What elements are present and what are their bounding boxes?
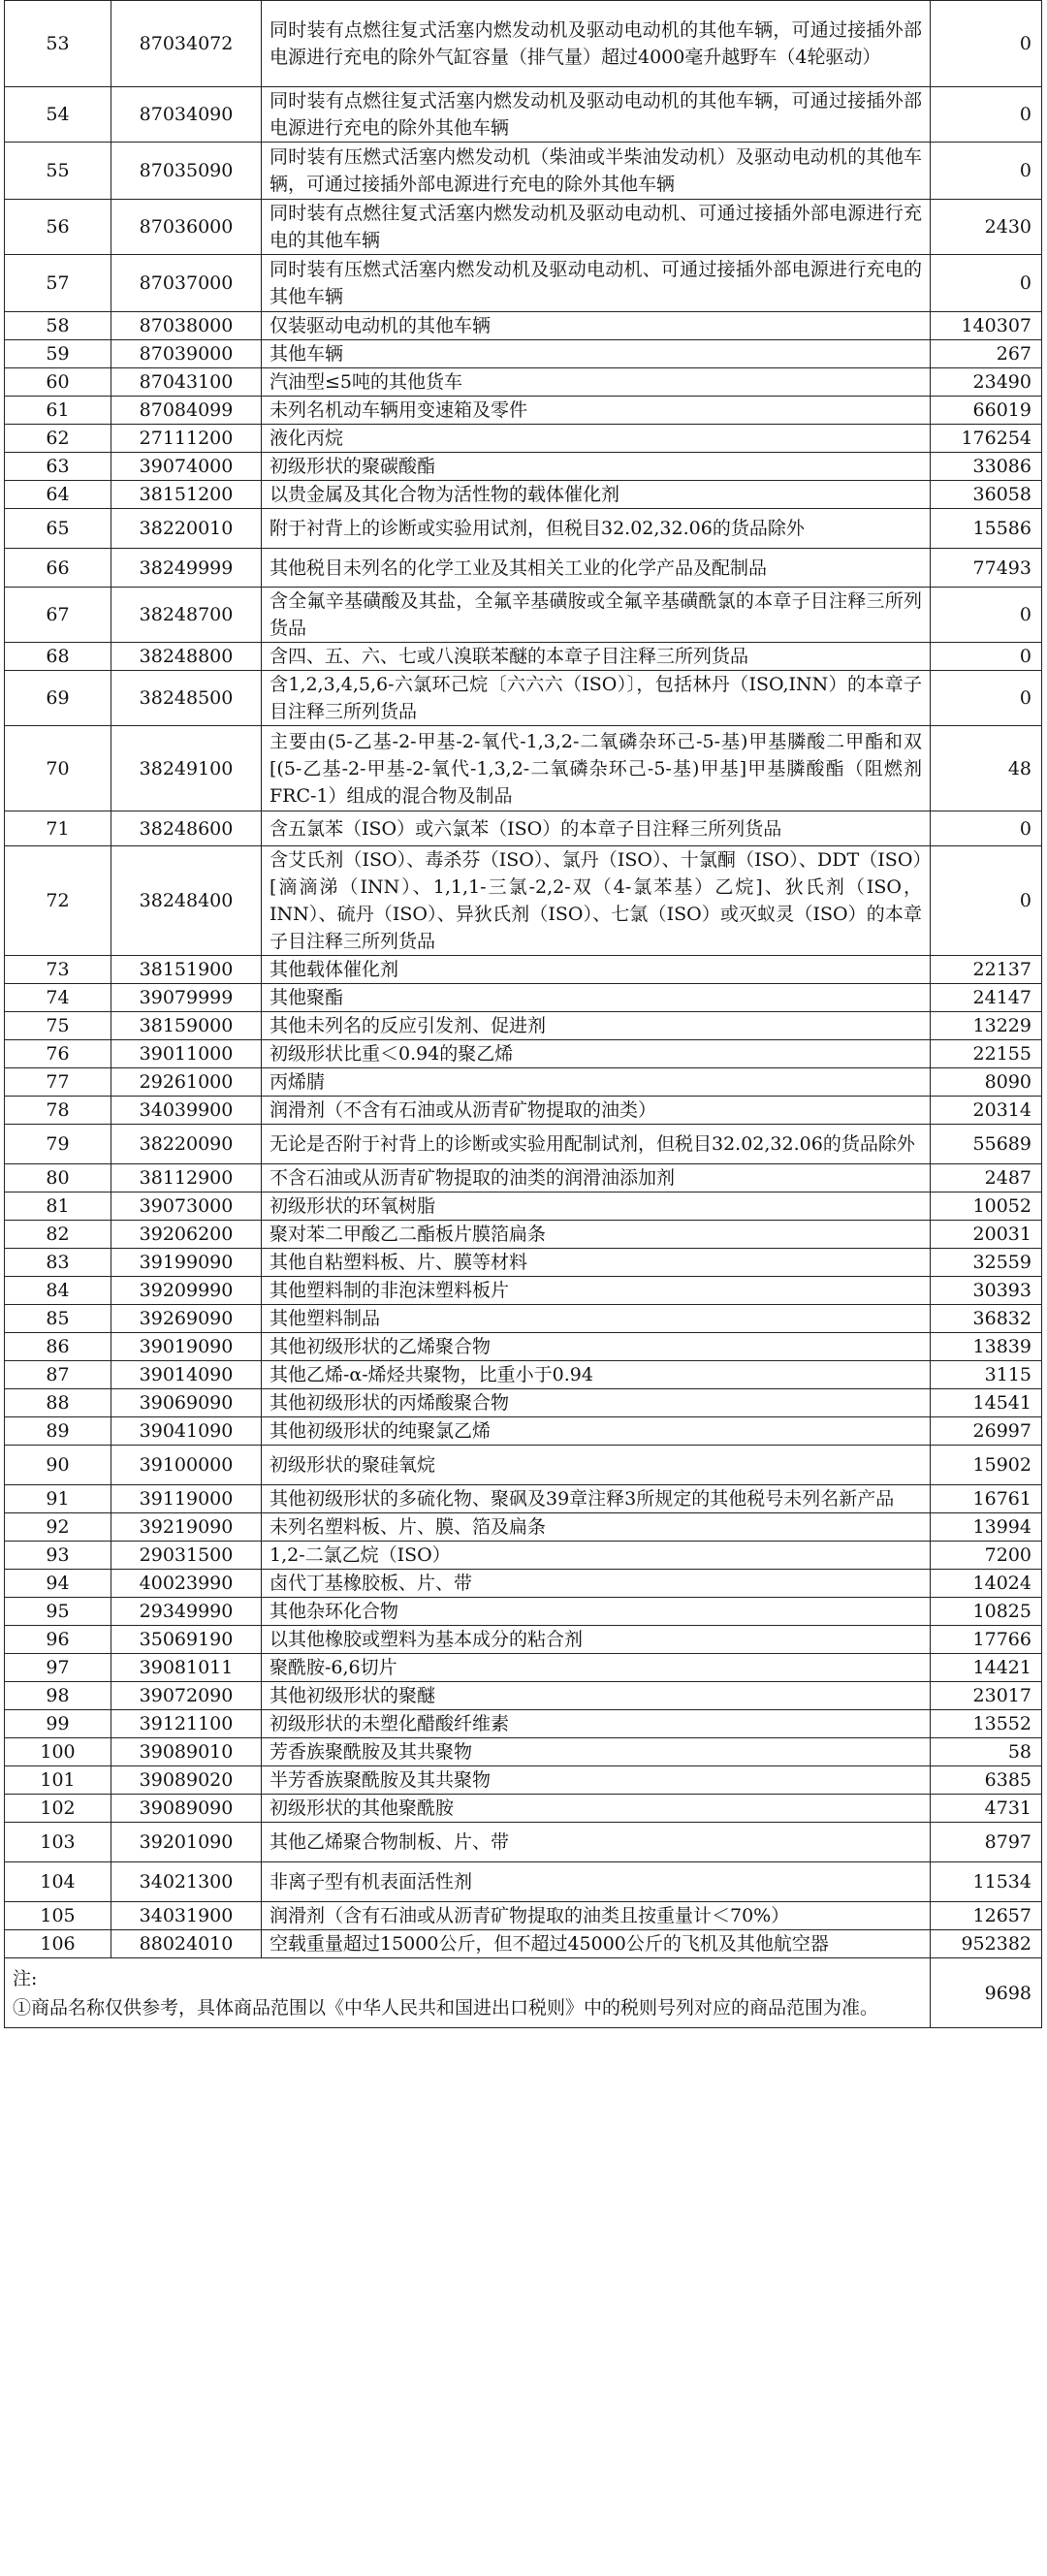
commodity-name: 液化丙烷 [262,425,931,453]
table-row [5,368,1042,397]
commodity-name: 无论是否附于衬背上的诊断或实验用配制试剂，但税目32.02,32.06的货品除外 [262,1125,931,1164]
commodity-name: 其他自粘塑料板、片、膜等材料 [262,1249,931,1277]
commodity-name: 润滑剂（不含有石油或从沥青矿物提取的油类） [262,1097,931,1125]
commodity-code: 29031500 [111,1542,262,1570]
row-number: 82 [5,1221,111,1249]
commodity-code: 40023990 [111,1570,262,1598]
commodity-name: 其他车辆 [262,340,931,368]
table-row [5,1902,1042,1930]
amount: 140307 [931,312,1042,340]
commodity-code: 38112900 [111,1164,262,1193]
commodity-code: 39121100 [111,1710,262,1738]
row-number: 74 [5,984,111,1012]
commodity-code: 38248700 [111,588,262,643]
table-row [5,1598,1042,1626]
table-row [5,255,1042,312]
table-row [5,453,1042,481]
amount: 10825 [931,1598,1042,1626]
table-row [5,425,1042,453]
table-row [5,1795,1042,1823]
commodity-code: 39100000 [111,1446,262,1485]
commodity-code: 34039900 [111,1097,262,1125]
commodity-code: 39199090 [111,1249,262,1277]
commodity-name: 卤代丁基橡胶板、片、带 [262,1570,931,1598]
commodity-name: 其他初级形状的乙烯聚合物 [262,1333,931,1361]
table-row [5,1040,1042,1068]
commodity-name: 未列名机动车辆用变速箱及零件 [262,397,931,425]
table-row [5,509,1042,549]
commodity-code: 39019090 [111,1333,262,1361]
commodity-code: 29261000 [111,1068,262,1097]
commodity-name: 其他初级形状的纯聚氯乙烯 [262,1417,931,1446]
row-number: 65 [5,509,111,549]
commodity-code: 88024010 [111,1930,262,1958]
commodity-name: 初级形状的聚硅氧烷 [262,1446,931,1485]
amount: 0 [931,1,1042,87]
commodity-name: 含四、五、六、七或八溴联苯醚的本章子目注释三所列货品 [262,643,931,671]
commodity-code: 87038000 [111,312,262,340]
table-row [5,1164,1042,1193]
amount: 11534 [931,1862,1042,1902]
table-row [5,1738,1042,1766]
note-text: ①商品名称仅供参考，具体商品范围以《中华人民共和国进出口税则》中的税则号列对应的商品范围为准。 [13,1996,879,2019]
amount: 267 [931,340,1042,368]
table-row [5,1012,1042,1040]
row-number: 96 [5,1626,111,1654]
table-row [5,1862,1042,1902]
commodity-code: 39269090 [111,1305,262,1333]
commodity-code: 38220010 [111,509,262,549]
row-number: 70 [5,726,111,811]
commodity-name: 其他初级形状的多硫化物、聚砜及39章注释3所规定的其他税号未列名新产品 [262,1485,931,1513]
note-amount: 9698 [931,1958,1042,2028]
commodity-code: 39011000 [111,1040,262,1068]
commodity-code: 38151900 [111,956,262,984]
table-row [5,956,1042,984]
commodity-code: 39041090 [111,1417,262,1446]
commodity-name: 初级形状的未塑化醋酸纤维素 [262,1710,931,1738]
commodity-name: 同时装有点燃往复式活塞内燃发动机及驱动电动机、可通过接插外部电源进行充电的其他车辆 [262,200,931,255]
table-row [5,397,1042,425]
amount: 176254 [931,425,1042,453]
row-number: 104 [5,1862,111,1902]
commodity-name: 同时装有压燃式活塞内燃发动机及驱动电动机、可通过接插外部电源进行充电的其他车辆 [262,255,931,312]
table-body [5,1,1042,1958]
commodity-code: 39074000 [111,453,262,481]
amount: 2487 [931,1164,1042,1193]
table-row [5,671,1042,726]
table-row [5,1249,1042,1277]
amount: 0 [931,643,1042,671]
commodity-code: 27111200 [111,425,262,453]
commodity-name: 含1,2,3,4,5,6-六氯环己烷〔六六六（ISO）〕，包括林丹（ISO,INN）的本章子目注释三所列货品 [262,671,931,726]
row-number: 83 [5,1249,111,1277]
row-number: 55 [5,143,111,200]
amount: 15902 [931,1446,1042,1485]
amount: 0 [931,846,1042,956]
amount: 0 [931,811,1042,846]
row-number: 71 [5,811,111,846]
commodity-code: 87034090 [111,87,262,143]
commodity-name: 其他塑料制的非泡沫塑料板片 [262,1277,931,1305]
table-row [5,1333,1042,1361]
amount: 55689 [931,1125,1042,1164]
amount: 13229 [931,1012,1042,1040]
amount: 952382 [931,1930,1042,1958]
amount: 15586 [931,509,1042,549]
table-row [5,1097,1042,1125]
commodity-code: 39219090 [111,1513,262,1542]
table-row [5,1626,1042,1654]
commodity-name: 其他税目未列名的化学工业及其相关工业的化学产品及配制品 [262,549,931,588]
amount: 0 [931,143,1042,200]
row-number: 95 [5,1598,111,1626]
commodity-code: 38220090 [111,1125,262,1164]
row-number: 61 [5,397,111,425]
commodity-name: 芳香族聚酰胺及其共聚物 [262,1738,931,1766]
commodity-code: 39089020 [111,1766,262,1795]
commodity-code: 87039000 [111,340,262,368]
commodity-name: 附于衬背上的诊断或实验用试剂，但税目32.02,32.06的货品除外 [262,509,931,549]
row-number: 66 [5,549,111,588]
commodity-code: 39209990 [111,1277,262,1305]
amount: 8797 [931,1823,1042,1862]
commodity-code: 39069090 [111,1389,262,1417]
table-row [5,1,1042,87]
row-number: 98 [5,1682,111,1710]
note-row [5,1958,1042,2028]
commodity-code: 39206200 [111,1221,262,1249]
amount: 7200 [931,1542,1042,1570]
commodity-name: 其他聚酯 [262,984,931,1012]
commodity-name: 润滑剂（含有石油或从沥青矿物提取的油类且按重量计＜70%） [262,1902,931,1930]
commodity-code: 34021300 [111,1862,262,1902]
commodity-code: 34031900 [111,1902,262,1930]
amount: 66019 [931,397,1042,425]
commodity-name: 以贵金属及其化合物为活性物的载体催化剂 [262,481,931,509]
row-number: 53 [5,1,111,87]
commodity-name: 汽油型≤5吨的其他货车 [262,368,931,397]
row-number: 97 [5,1654,111,1682]
amount: 36832 [931,1305,1042,1333]
commodity-code: 87084099 [111,397,262,425]
amount: 77493 [931,549,1042,588]
commodity-name: 半芳香族聚酰胺及其共聚物 [262,1766,931,1795]
table-row [5,1513,1042,1542]
tariff-table [4,0,1042,2028]
commodity-name: 1,2-二氯乙烷（ISO） [262,1542,931,1570]
row-number: 63 [5,453,111,481]
table-row [5,549,1042,588]
table-row [5,1125,1042,1164]
table-row [5,200,1042,255]
row-number: 90 [5,1446,111,1485]
table-row [5,87,1042,143]
row-number: 93 [5,1542,111,1570]
commodity-name: 初级形状的聚碳酸酯 [262,453,931,481]
amount: 58 [931,1738,1042,1766]
amount: 13552 [931,1710,1042,1738]
commodity-name: 初级形状的环氧树脂 [262,1193,931,1221]
amount: 10052 [931,1193,1042,1221]
table-row [5,846,1042,956]
table-row [5,1221,1042,1249]
amount: 13839 [931,1333,1042,1361]
table-row [5,481,1042,509]
amount: 3115 [931,1361,1042,1389]
amount: 23017 [931,1682,1042,1710]
row-number: 101 [5,1766,111,1795]
table-row [5,1930,1042,1958]
amount: 17766 [931,1626,1042,1654]
commodity-name: 同时装有点燃往复式活塞内燃发动机及驱动电动机的其他车辆，可通过接插外部电源进行充电的除外气缸容量（排气量）超过4000毫升越野车（4轮驱动） [262,1,931,87]
tariff-table-container [4,0,1041,2028]
row-number: 78 [5,1097,111,1125]
row-number: 92 [5,1513,111,1542]
commodity-code: 39081011 [111,1654,262,1682]
commodity-code: 39119000 [111,1485,262,1513]
commodity-name: 不含石油或从沥青矿物提取的油类的润滑油添加剂 [262,1164,931,1193]
commodity-name: 初级形状的其他聚酰胺 [262,1795,931,1823]
row-number: 80 [5,1164,111,1193]
amount: 20314 [931,1097,1042,1125]
row-number: 87 [5,1361,111,1389]
note-cell [5,1958,931,2028]
row-number: 68 [5,643,111,671]
commodity-code: 39201090 [111,1823,262,1862]
amount: 16761 [931,1485,1042,1513]
row-number: 67 [5,588,111,643]
commodity-name: 聚酰胺-6,6切片 [262,1654,931,1682]
commodity-code: 38248400 [111,846,262,956]
row-number: 57 [5,255,111,312]
commodity-code: 38249999 [111,549,262,588]
table-row [5,1766,1042,1795]
table-row [5,143,1042,200]
row-number: 84 [5,1277,111,1305]
row-number: 91 [5,1485,111,1513]
commodity-code: 39073000 [111,1193,262,1221]
commodity-code: 38159000 [111,1012,262,1040]
commodity-name: 其他初级形状的聚醚 [262,1682,931,1710]
table-row [5,340,1042,368]
amount: 24147 [931,984,1042,1012]
amount: 0 [931,87,1042,143]
amount: 6385 [931,1766,1042,1795]
amount: 14421 [931,1654,1042,1682]
amount: 14024 [931,1570,1042,1598]
commodity-name: 初级形状比重＜0.94的聚乙烯 [262,1040,931,1068]
table-row [5,1485,1042,1513]
row-number: 100 [5,1738,111,1766]
commodity-code: 38248800 [111,643,262,671]
amount: 4731 [931,1795,1042,1823]
amount: 14541 [931,1389,1042,1417]
commodity-code: 38151200 [111,481,262,509]
commodity-name: 其他载体催化剂 [262,956,931,984]
amount: 32559 [931,1249,1042,1277]
amount: 2430 [931,200,1042,255]
table-row [5,1305,1042,1333]
commodity-name: 聚对苯二甲酸乙二酯板片膜箔扁条 [262,1221,931,1249]
note-label: 注: [13,1967,38,1989]
amount: 0 [931,588,1042,643]
commodity-code: 87034072 [111,1,262,87]
row-number: 62 [5,425,111,453]
table-row [5,1277,1042,1305]
amount: 48 [931,726,1042,811]
amount: 20031 [931,1221,1042,1249]
table-row [5,1570,1042,1598]
row-number: 59 [5,340,111,368]
row-number: 106 [5,1930,111,1958]
row-number: 75 [5,1012,111,1040]
table-row [5,1654,1042,1682]
commodity-name: 含艾氏剂（ISO）、毒杀芬（ISO）、氯丹（ISO）、十氯酮（ISO）、DDT（ISO）[滴滴涕（INN）、1,1,1-三氯-2,2-双（4-氯苯基）乙烷]、狄氏剂（ISO，INN）、硫丹（ISO）、异狄氏剂（ISO）、七氯（ISO）或灭蚁灵（ISO）的本章子目注释三所列货品 [262,846,931,956]
commodity-code: 38248500 [111,671,262,726]
table-row [5,1417,1042,1446]
row-number: 81 [5,1193,111,1221]
row-number: 72 [5,846,111,956]
row-number: 56 [5,200,111,255]
amount: 12657 [931,1902,1042,1930]
commodity-code: 87036000 [111,200,262,255]
commodity-name: 其他杂环化合物 [262,1598,931,1626]
commodity-name: 其他初级形状的丙烯酸聚合物 [262,1389,931,1417]
commodity-name: 其他未列名的反应引发剂、促进剂 [262,1012,931,1040]
amount: 33086 [931,453,1042,481]
commodity-code: 39079999 [111,984,262,1012]
commodity-code: 39072090 [111,1682,262,1710]
amount: 22155 [931,1040,1042,1068]
table-row [5,1710,1042,1738]
table-row [5,984,1042,1012]
commodity-name: 丙烯腈 [262,1068,931,1097]
row-number: 64 [5,481,111,509]
amount: 8090 [931,1068,1042,1097]
row-number: 58 [5,312,111,340]
commodity-code: 29349990 [111,1598,262,1626]
table-row [5,1068,1042,1097]
commodity-name: 其他乙烯聚合物制板、片、带 [262,1823,931,1862]
commodity-name: 其他乙烯-α-烯烃共聚物，比重小于0.94 [262,1361,931,1389]
amount: 26997 [931,1417,1042,1446]
commodity-name: 空载重量超过15000公斤，但不超过45000公斤的飞机及其他航空器 [262,1930,931,1958]
row-number: 105 [5,1902,111,1930]
row-number: 79 [5,1125,111,1164]
commodity-name: 以其他橡胶或塑料为基本成分的粘合剂 [262,1626,931,1654]
row-number: 60 [5,368,111,397]
table-row [5,811,1042,846]
commodity-name: 含五氯苯（ISO）或六氯苯（ISO）的本章子目注释三所列货品 [262,811,931,846]
commodity-name: 同时装有点燃往复式活塞内燃发动机及驱动电动机的其他车辆，可通过接插外部电源进行充电的除外其他车辆 [262,87,931,143]
amount: 13994 [931,1513,1042,1542]
row-number: 103 [5,1823,111,1862]
commodity-code: 35069190 [111,1626,262,1654]
row-number: 86 [5,1333,111,1361]
row-number: 69 [5,671,111,726]
commodity-name: 含全氟辛基磺酸及其盐，全氟辛基磺胺或全氟辛基磺酰氯的本章子目注释三所列货品 [262,588,931,643]
row-number: 88 [5,1389,111,1417]
commodity-code: 38249100 [111,726,262,811]
table-row [5,1446,1042,1485]
table-row [5,1542,1042,1570]
amount: 22137 [931,956,1042,984]
commodity-name: 仅装驱动电动机的其他车辆 [262,312,931,340]
commodity-code: 39014090 [111,1361,262,1389]
table-row [5,1682,1042,1710]
table-row [5,1361,1042,1389]
table-row [5,1389,1042,1417]
table-row [5,643,1042,671]
amount: 36058 [931,481,1042,509]
table-row [5,312,1042,340]
row-number: 73 [5,956,111,984]
commodity-code: 39089010 [111,1738,262,1766]
commodity-code: 87043100 [111,368,262,397]
commodity-code: 87035090 [111,143,262,200]
table-row [5,588,1042,643]
commodity-code: 87037000 [111,255,262,312]
commodity-code: 39089090 [111,1795,262,1823]
amount: 0 [931,671,1042,726]
commodity-name: 同时装有压燃式活塞内燃发动机（柴油或半柴油发动机）及驱动电动机的其他车辆，可通过接插外部电源进行充电的除外其他车辆 [262,143,931,200]
row-number: 102 [5,1795,111,1823]
commodity-name: 其他塑料制品 [262,1305,931,1333]
table-row [5,726,1042,811]
table-row [5,1193,1042,1221]
row-number: 77 [5,1068,111,1097]
amount: 23490 [931,368,1042,397]
row-number: 85 [5,1305,111,1333]
commodity-name: 未列名塑料板、片、膜、箔及扁条 [262,1513,931,1542]
amount: 0 [931,255,1042,312]
commodity-code: 38248600 [111,811,262,846]
row-number: 94 [5,1570,111,1598]
row-number: 99 [5,1710,111,1738]
row-number: 89 [5,1417,111,1446]
commodity-name: 非离子型有机表面活性剂 [262,1862,931,1902]
table-row [5,1823,1042,1862]
row-number: 54 [5,87,111,143]
commodity-name: 主要由(5-乙基-2-甲基-2-氧代-1,3,2-二氧磷杂环己-5-基)甲基膦酸二甲酯和双[(5-乙基-2-甲基-2-氧代-1,3,2-二氧磷杂环己-5-基)甲基]甲基膦酸酯（阻燃剂 FRC-1）组成的混合物及制品 [262,726,931,811]
amount: 30393 [931,1277,1042,1305]
row-number: 76 [5,1040,111,1068]
